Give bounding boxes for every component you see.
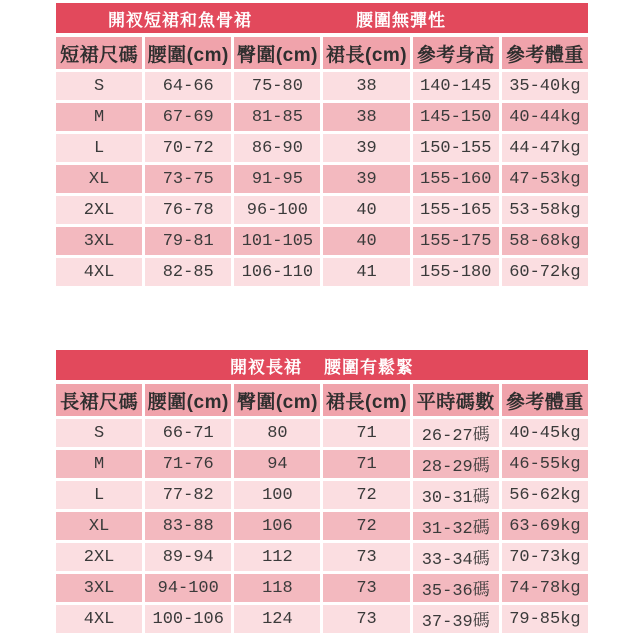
table-cell: 35-36碼 [413,574,499,602]
size-label-cell: 2XL [56,543,142,571]
table-cell: 72 [323,481,409,509]
column-header-cell: 裙長(cm) [323,37,409,69]
table-cell: 44-47kg [502,134,588,162]
table-cell: 140-145 [413,72,499,100]
table-cell: 155-175 [413,227,499,255]
table-cell: 101-105 [234,227,320,255]
size-label-cell: XL [56,165,142,193]
short-skirt-size-grid [56,37,588,286]
table-cell: 63-69kg [502,512,588,540]
table-cell: 91-95 [234,165,320,193]
table-cell: 41 [323,258,409,286]
table-cell: 79-81 [145,227,231,255]
table-cell: 150-155 [413,134,499,162]
table-cell: 74-78kg [502,574,588,602]
table-cell: 83-88 [145,512,231,540]
table-cell: 155-180 [413,258,499,286]
table-cell: 26-27碼 [413,419,499,447]
column-header-cell: 裙長(cm) [323,384,409,416]
long-skirt-size-grid [56,384,588,633]
table-cell: 73 [323,574,409,602]
size-label-cell: 3XL [56,227,142,255]
column-header-cell: 參考體重 [502,37,588,69]
table-cell: 40-45kg [502,419,588,447]
table-cell: 86-90 [234,134,320,162]
table-cell: 40 [323,196,409,224]
size-label-cell: M [56,450,142,478]
table-cell: 106-110 [234,258,320,286]
size-label-cell: L [56,481,142,509]
table-cell: 145-150 [413,103,499,131]
table-cell: 39 [323,165,409,193]
table-cell: 73-75 [145,165,231,193]
table-cell: 94 [234,450,320,478]
size-label-cell: XL [56,512,142,540]
table-cell: 124 [234,605,320,633]
table-cell: 75-80 [234,72,320,100]
short-skirt-title-bar [56,3,588,33]
size-label-cell: 2XL [56,196,142,224]
table-cell: 100 [234,481,320,509]
table-cell: 38 [323,72,409,100]
table-cell: 118 [234,574,320,602]
table-cell: 80 [234,419,320,447]
table-cell: 94-100 [145,574,231,602]
table-cell: 64-66 [145,72,231,100]
short-skirt-title: 開衩短裙和魚骨裙 [108,10,252,30]
table-cell: 71 [323,450,409,478]
table-cell: 33-34碼 [413,543,499,571]
table-cell: 79-85kg [502,605,588,633]
table-cell: 96-100 [234,196,320,224]
table-cell: 40 [323,227,409,255]
column-header-cell: 長裙尺碼 [56,384,142,416]
size-label-cell: S [56,72,142,100]
table-cell: 155-165 [413,196,499,224]
column-header-cell: 臀圍(cm) [234,384,320,416]
table-cell: 73 [323,605,409,633]
table-cell: 71 [323,419,409,447]
column-header-cell: 腰圍(cm) [145,384,231,416]
table-cell: 72 [323,512,409,540]
table-cell: 28-29碼 [413,450,499,478]
size-label-cell: 4XL [56,605,142,633]
table-cell: 58-68kg [502,227,588,255]
table-cell: 39 [323,134,409,162]
table-cell: 70-73kg [502,543,588,571]
long-skirt-waist-note: 腰圍有鬆緊 [324,357,414,377]
table-cell: 46-55kg [502,450,588,478]
short-skirt-size-table [56,3,588,286]
table-cell: 53-58kg [502,196,588,224]
column-header-cell: 腰圍(cm) [145,37,231,69]
table-cell: 40-44kg [502,103,588,131]
table-cell: 60-72kg [502,258,588,286]
short-skirt-waist-note: 腰圍無彈性 [356,10,446,30]
table-cell: 112 [234,543,320,571]
table-cell: 89-94 [145,543,231,571]
table-cell: 81-85 [234,103,320,131]
table-cell: 76-78 [145,196,231,224]
table-cell: 73 [323,543,409,571]
size-label-cell: M [56,103,142,131]
table-cell: 66-71 [145,419,231,447]
table-cell: 70-72 [145,134,231,162]
long-skirt-size-table [56,350,588,633]
size-label-cell: 3XL [56,574,142,602]
column-header-cell: 短裙尺碼 [56,37,142,69]
column-header-cell: 平時碼數 [413,384,499,416]
long-skirt-title: 開衩長裙 [230,357,302,377]
table-cell: 37-39碼 [413,605,499,633]
table-cell: 30-31碼 [413,481,499,509]
size-label-cell: 4XL [56,258,142,286]
long-skirt-title-bar [56,350,588,380]
table-cell: 31-32碼 [413,512,499,540]
table-cell: 71-76 [145,450,231,478]
size-label-cell: L [56,134,142,162]
table-cell: 35-40kg [502,72,588,100]
column-header-cell: 參考身高 [413,37,499,69]
table-cell: 106 [234,512,320,540]
table-cell: 47-53kg [502,165,588,193]
column-header-cell: 臀圍(cm) [234,37,320,69]
table-cell: 67-69 [145,103,231,131]
table-cell: 82-85 [145,258,231,286]
column-header-cell: 參考體重 [502,384,588,416]
table-cell: 100-106 [145,605,231,633]
table-cell: 155-160 [413,165,499,193]
size-label-cell: S [56,419,142,447]
table-cell: 56-62kg [502,481,588,509]
table-cell: 77-82 [145,481,231,509]
table-cell: 38 [323,103,409,131]
